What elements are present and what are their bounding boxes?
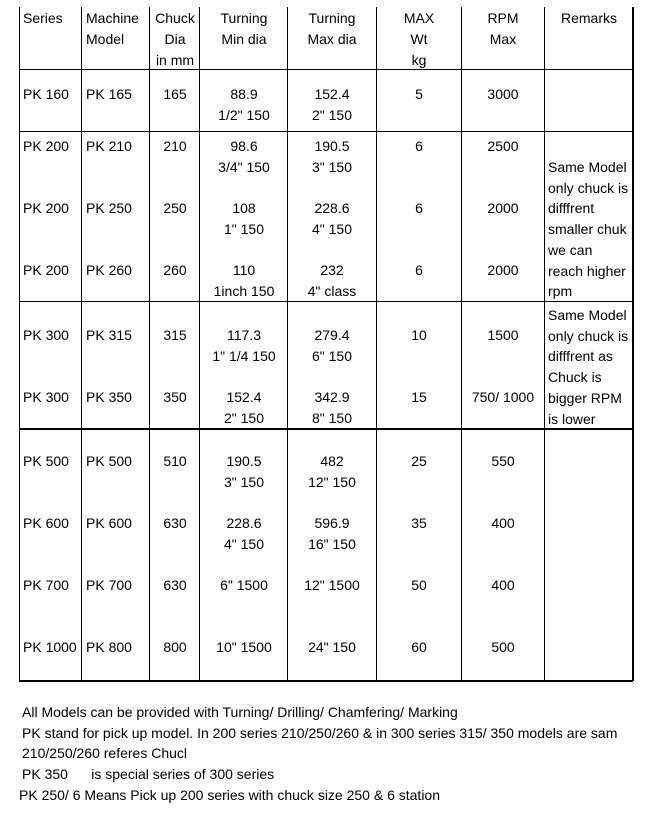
header-machine-model: Machine Model: [86, 10, 139, 47]
cell-line: 16" 150: [308, 536, 356, 552]
cell-line: 88.9: [230, 86, 258, 102]
cell-rpm: 400: [491, 577, 515, 593]
header-turning-min: Turning Min dia: [220, 10, 268, 47]
cell-wt: 6: [415, 200, 423, 216]
note-line: PK stand for pick up model. In 200 series 210/250/260 & in 300 series 315/ 350 models are sam: [22, 725, 618, 741]
header-remarks: Remarks: [560, 10, 617, 26]
cell-tmax: [288, 637, 376, 658]
cell-tmin: [200, 136, 288, 178]
cell-line: 3" 150: [311, 159, 352, 175]
cell-wt: 50: [411, 577, 427, 593]
grid-line: [19, 680, 633, 682]
cell-model: PK 315: [86, 327, 132, 343]
cell-line: 279.4: [314, 327, 350, 343]
cell-series: PK 200: [23, 200, 69, 216]
cell-model: PK 500: [86, 453, 132, 469]
cell-chuck: 165: [163, 86, 187, 102]
header-rpm-max: RPM Max: [487, 10, 519, 47]
cell-wt: 60: [411, 639, 427, 655]
cell-line: 4" 150: [311, 221, 352, 237]
cell-series: PK 200: [23, 262, 69, 278]
cell-chuck: 350: [163, 389, 187, 405]
cell-chuck: 630: [163, 577, 187, 593]
cell-line: 6" 150: [311, 348, 352, 364]
cell-line: 1inch 150: [213, 283, 275, 299]
cell-line: 10" 1500: [216, 639, 272, 655]
cell-line: 4" 150: [223, 536, 264, 552]
grid-line: [19, 69, 633, 70]
cell-line: 190.5: [226, 453, 262, 469]
cell-tmax: [288, 387, 376, 429]
cell-line: 12" 150: [308, 474, 356, 490]
cell-rpm: 750/ 1000: [471, 389, 535, 405]
cell-line: 6" 1500: [220, 577, 268, 593]
cell-model: PK 800: [86, 639, 132, 655]
cell-line: 152.4: [226, 389, 262, 405]
cell-line: 1/2" 150: [218, 107, 270, 123]
cell-tmin: [200, 575, 288, 596]
cell-series: PK 200: [23, 138, 69, 154]
cell-tmax: [288, 325, 376, 367]
cell-rpm: 2500: [487, 138, 519, 154]
cell-line: 232: [320, 262, 344, 278]
cell-line: 190.5: [314, 138, 350, 154]
cell-rpm: 550: [491, 453, 515, 469]
cell-wt: 5: [415, 86, 423, 102]
remarks-200-series: Same Model only chuck is difffrent smaller chuk we can reach higher rpm: [548, 159, 629, 300]
note-line: 210/250/260 referes Chucl: [22, 745, 187, 761]
cell-wt: 35: [411, 515, 427, 531]
header-series: Series: [23, 10, 63, 26]
cell-series: PK 1000: [23, 639, 77, 655]
cell-wt: 6: [415, 138, 423, 154]
cell-chuck: 210: [163, 138, 187, 154]
cell-chuck: 630: [163, 515, 187, 531]
cell-tmin: [200, 325, 288, 367]
cell-tmin: [200, 451, 288, 493]
header-turning-max: Turning Max dia: [307, 10, 357, 47]
cell-model: PK 260: [86, 262, 132, 278]
cell-tmin: [200, 513, 288, 555]
cell-series: PK 300: [23, 389, 69, 405]
cell-line: 228.6: [314, 200, 350, 216]
note-line: PK 250/ 6 Means Pick up 200 series with chuck size 250 & 6 station: [19, 787, 441, 803]
cell-chuck: 510: [163, 453, 187, 469]
cell-tmax: [288, 451, 376, 493]
cell-tmin: [200, 387, 288, 429]
cell-line: 108: [232, 200, 256, 216]
cell-model: PK 700: [86, 577, 132, 593]
cell-line: 110: [232, 262, 256, 278]
cell-series: PK 300: [23, 327, 69, 343]
note-line: PK 350 is special series of 300 series: [22, 766, 275, 782]
cell-line: 117.3: [227, 327, 261, 343]
cell-line: 98.6: [230, 138, 258, 154]
grid-line: [632, 7, 634, 681]
cell-line: 2" 150: [223, 410, 264, 426]
note-line: All Models can be provided with Turning/ Drilling/ Chamfering/ Marking: [22, 704, 458, 720]
cell-series: PK 700: [23, 577, 69, 593]
cell-line: 12" 1500: [304, 577, 360, 593]
remarks-300-series: Same Model only chuck is difffrent as Chuck is bigger RPM is lower: [548, 307, 629, 427]
cell-series: PK 500: [23, 453, 69, 469]
cell-line: 8" 150: [311, 410, 352, 426]
cell-wt: 6: [415, 262, 423, 278]
grid-line: [19, 7, 20, 681]
cell-rpm: 2000: [487, 262, 519, 278]
cell-rpm: 3000: [487, 86, 519, 102]
cell-tmax: [288, 575, 376, 596]
cell-line: 228.6: [226, 515, 262, 531]
grid-line: [544, 7, 545, 681]
cell-line: 3/4" 150: [218, 159, 270, 175]
cell-rpm: 1500: [487, 327, 519, 343]
cell-model: PK 250: [86, 200, 132, 216]
cell-wt: 10: [411, 327, 427, 343]
cell-line: 3" 150: [223, 474, 264, 490]
cell-line: 1" 1/4 150: [212, 348, 276, 364]
cell-line: 2" 150: [311, 107, 352, 123]
cell-model: PK 600: [86, 515, 132, 531]
cell-line: 1" 150: [223, 221, 264, 237]
cell-model: PK 210: [86, 138, 132, 154]
cell-tmin: [200, 637, 288, 658]
cell-wt: 25: [411, 453, 427, 469]
cell-series: PK 600: [23, 515, 69, 531]
cell-tmax: [288, 513, 376, 555]
header-chuck-dia: Chuck Dia in mm: [155, 10, 195, 68]
cell-rpm: 2000: [487, 200, 519, 216]
cell-tmin: [200, 198, 288, 240]
grid-line: [81, 7, 82, 681]
cell-line: 4" class: [307, 283, 357, 299]
cell-line: 24" 150: [308, 639, 356, 655]
cell-line: 152.4: [314, 86, 350, 102]
cell-tmin: [200, 84, 288, 126]
cell-tmin: [200, 260, 288, 302]
cell-tmax: [288, 84, 376, 126]
cell-tmax: [288, 136, 376, 178]
cell-series: PK 160: [23, 86, 69, 102]
header-max-weight: MAX Wt kg: [403, 10, 435, 68]
cell-line: 596.9: [314, 515, 350, 531]
cell-line: 342.9: [314, 389, 350, 405]
cell-line: 482: [320, 453, 344, 469]
cell-rpm: 400: [491, 515, 515, 531]
grid-line: [19, 131, 633, 132]
cell-model: PK 350: [86, 389, 132, 405]
cell-model: PK 165: [86, 86, 132, 102]
cell-rpm: 500: [491, 639, 515, 655]
cell-wt: 15: [411, 389, 427, 405]
cell-chuck: 260: [163, 262, 187, 278]
cell-chuck: 315: [163, 327, 187, 343]
cell-chuck: 250: [163, 200, 187, 216]
cell-tmax: [288, 198, 376, 240]
cell-chuck: 800: [163, 639, 187, 655]
cell-tmax: [288, 260, 376, 302]
